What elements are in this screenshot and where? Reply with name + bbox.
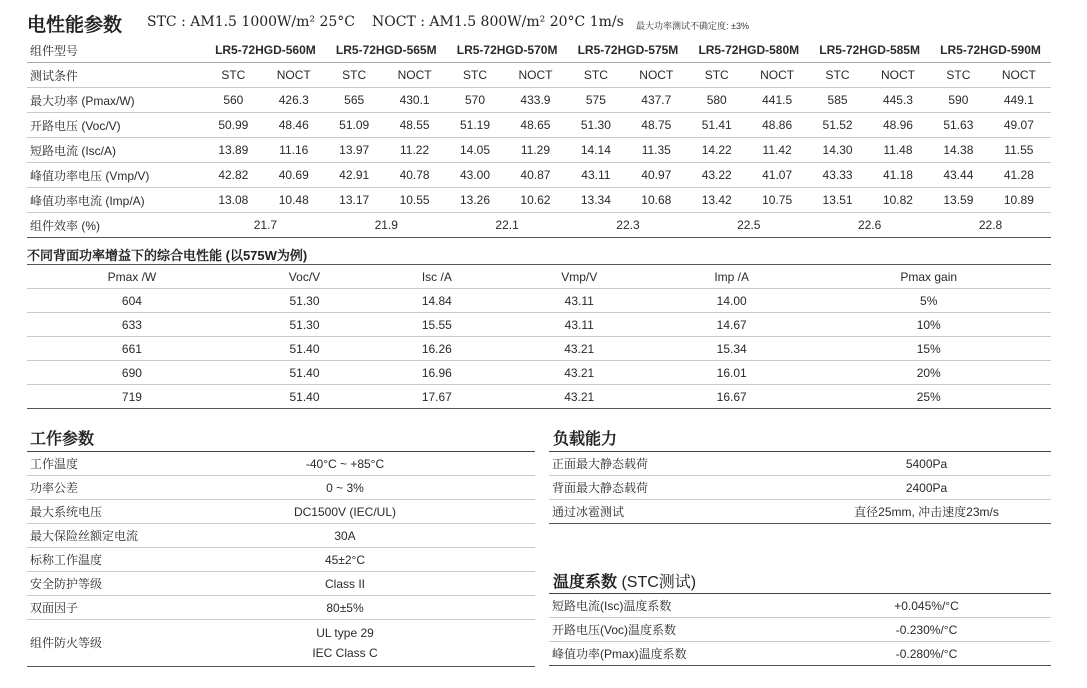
cell-value: 14.00 — [657, 289, 807, 313]
stc-header: STC — [568, 63, 625, 88]
cell-value: 10% — [806, 313, 1051, 337]
cell-value: 10.62 — [503, 188, 567, 213]
cell-value: 10.55 — [383, 188, 447, 213]
cell-value: 15.34 — [657, 337, 807, 361]
model-row — [27, 38, 1051, 63]
row-label: 通过冰雹测试 — [549, 500, 742, 524]
cell-value: 51.30 — [237, 313, 372, 337]
bifacial-header: Vmp/V — [502, 265, 657, 289]
load-row — [549, 476, 1051, 500]
cell-value: 433.9 — [503, 88, 567, 113]
efficiency-value: 21.9 — [326, 213, 447, 238]
cell-value: 10.68 — [624, 188, 688, 213]
bifacial-row — [27, 313, 1051, 337]
noct-header: NOCT — [745, 63, 809, 88]
cell-value: 13.51 — [809, 188, 866, 213]
row-value: 45±2°C — [225, 548, 535, 572]
cell-value: 575 — [568, 88, 625, 113]
cell-value: 16.67 — [657, 385, 807, 409]
cell-value: 40.97 — [624, 163, 688, 188]
cell-value: 43.21 — [502, 337, 657, 361]
operating-row — [27, 572, 535, 596]
row-value: Class II — [225, 572, 535, 596]
model-name: LR5-72HGD-565M — [326, 38, 447, 63]
fire-rating-value — [225, 620, 535, 667]
cell-value: 11.55 — [987, 138, 1051, 163]
electrical-row — [27, 163, 1051, 188]
row-value: -0.230%/°C — [742, 618, 1051, 642]
condition-label: 测试条件 — [27, 63, 205, 88]
cell-value: 16.96 — [372, 361, 501, 385]
row-value: 5400Pa — [742, 452, 1051, 476]
cell-value: 719 — [27, 385, 237, 409]
cell-value: 48.86 — [745, 113, 809, 138]
cell-value: 51.52 — [809, 113, 866, 138]
cell-value: 13.26 — [447, 188, 504, 213]
cell-value: 40.69 — [262, 163, 326, 188]
row-label: 工作温度 — [27, 452, 225, 476]
bifacial-row — [27, 361, 1051, 385]
bifacial-title: 不同背面功率增益下的综合电性能 (以575W为例) — [27, 248, 308, 263]
cell-value: 580 — [688, 88, 745, 113]
temperature-subtitle: (STC测试) — [621, 574, 697, 591]
cell-value: 15% — [806, 337, 1051, 361]
cell-value: 565 — [326, 88, 383, 113]
cell-value: 10.82 — [866, 188, 930, 213]
operating-row — [27, 476, 535, 500]
cell-value: 51.30 — [568, 113, 625, 138]
bifacial-header: Pmax /W — [27, 265, 237, 289]
bifacial-row — [27, 385, 1051, 409]
electrical-row — [27, 88, 1051, 113]
bifacial-header: Voc/V — [237, 265, 372, 289]
cell-value: 11.16 — [262, 138, 326, 163]
cell-value: 51.40 — [237, 385, 372, 409]
operating-row — [27, 596, 535, 620]
temperature-row — [549, 642, 1051, 666]
cell-value: 43.33 — [809, 163, 866, 188]
row-value: -40°C ~ +85°C — [225, 452, 535, 476]
cell-value: 48.46 — [262, 113, 326, 138]
bifacial-table — [27, 264, 1051, 409]
cell-value: 570 — [447, 88, 504, 113]
cell-value: 43.22 — [688, 163, 745, 188]
bifacial-header-row — [27, 265, 1051, 289]
operating-row — [27, 548, 535, 572]
spec-header — [27, 8, 1051, 34]
stc-conditions: STC : AM1.5 1000W/m² 25°C — [147, 14, 356, 30]
row-value: 2400Pa — [742, 476, 1051, 500]
cell-value: 560 — [205, 88, 262, 113]
bifacial-header: Pmax gain — [806, 265, 1051, 289]
fire-rating-iec: IEC Class C — [312, 646, 378, 660]
cell-value: 14.84 — [372, 289, 501, 313]
row-label: 最大系统电压 — [27, 500, 225, 524]
cell-value: 437.7 — [624, 88, 688, 113]
noct-header: NOCT — [262, 63, 326, 88]
row-value: +0.045%/°C — [742, 594, 1051, 618]
electrical-row — [27, 188, 1051, 213]
condition-row — [27, 63, 1051, 88]
operating-table — [27, 451, 535, 667]
cell-value: 40.87 — [503, 163, 567, 188]
bifacial-row — [27, 337, 1051, 361]
cell-value: 51.40 — [237, 337, 372, 361]
model-name: LR5-72HGD-580M — [688, 38, 809, 63]
efficiency-value: 21.7 — [205, 213, 326, 238]
model-label: 组件型号 — [27, 38, 205, 63]
row-value: 0 ~ 3% — [225, 476, 535, 500]
temperature-row — [549, 594, 1051, 618]
cell-value: 11.22 — [383, 138, 447, 163]
load-title: 负载能力 — [553, 431, 618, 448]
cell-value: 14.30 — [809, 138, 866, 163]
cell-value: 43.44 — [930, 163, 987, 188]
electrical-row — [27, 138, 1051, 163]
noct-header: NOCT — [503, 63, 567, 88]
row-value: -0.280%/°C — [742, 642, 1051, 666]
efficiency-value: 22.5 — [688, 213, 809, 238]
row-label: 功率公差 — [27, 476, 225, 500]
efficiency-value: 22.6 — [809, 213, 930, 238]
row-label: 开路电压 (Voc/V) — [27, 113, 205, 138]
cell-value: 590 — [930, 88, 987, 113]
model-name: LR5-72HGD-590M — [930, 38, 1051, 63]
stc-header: STC — [930, 63, 987, 88]
cell-value: 20% — [806, 361, 1051, 385]
cell-value: 42.91 — [326, 163, 383, 188]
fire-rating-ul: UL type 29 — [316, 626, 374, 640]
efficiency-row — [27, 213, 1051, 238]
electrical-row — [27, 113, 1051, 138]
model-name: LR5-72HGD-560M — [205, 38, 326, 63]
stc-header: STC — [326, 63, 383, 88]
cell-value: 43.00 — [447, 163, 504, 188]
cell-value: 13.34 — [568, 188, 625, 213]
cell-value: 14.05 — [447, 138, 504, 163]
cell-value: 11.48 — [866, 138, 930, 163]
temperature-table — [549, 593, 1051, 666]
cell-value: 43.21 — [502, 385, 657, 409]
operating-row — [27, 500, 535, 524]
cell-value: 42.82 — [205, 163, 262, 188]
cell-value: 5% — [806, 289, 1051, 313]
noct-header: NOCT — [987, 63, 1051, 88]
cell-value: 441.5 — [745, 88, 809, 113]
cell-value: 51.41 — [688, 113, 745, 138]
stc-header: STC — [447, 63, 504, 88]
operating-row — [27, 452, 535, 476]
row-value: 30A — [225, 524, 535, 548]
cell-value: 11.35 — [624, 138, 688, 163]
cell-value: 48.75 — [624, 113, 688, 138]
efficiency-value: 22.8 — [930, 213, 1051, 238]
cell-value: 51.63 — [930, 113, 987, 138]
row-label: 标称工作温度 — [27, 548, 225, 572]
cell-value: 15.55 — [372, 313, 501, 337]
operating-row — [27, 524, 535, 548]
stc-header: STC — [688, 63, 745, 88]
row-label: 双面因子 — [27, 596, 225, 620]
cell-value: 43.11 — [568, 163, 625, 188]
cell-value: 51.19 — [447, 113, 504, 138]
row-value: DC1500V (IEC/UL) — [225, 500, 535, 524]
row-label: 峰值功率电压 (Vmp/V) — [27, 163, 205, 188]
row-label: 最大功率 (Pmax/W) — [27, 88, 205, 113]
temperature-title — [553, 569, 696, 592]
cell-value: 430.1 — [383, 88, 447, 113]
cell-value: 25% — [806, 385, 1051, 409]
cell-value: 10.75 — [745, 188, 809, 213]
bifacial-header: Imp /A — [657, 265, 807, 289]
cell-value: 48.96 — [866, 113, 930, 138]
cell-value: 49.07 — [987, 113, 1051, 138]
cell-value: 16.26 — [372, 337, 501, 361]
cell-value: 13.89 — [205, 138, 262, 163]
row-label: 短路电流(Isc)温度系数 — [549, 594, 742, 618]
cell-value: 40.78 — [383, 163, 447, 188]
cell-value: 48.65 — [503, 113, 567, 138]
uncertainty-note: 最大功率测试不确定度: ±3% — [636, 21, 749, 31]
cell-value: 426.3 — [262, 88, 326, 113]
noct-header: NOCT — [866, 63, 930, 88]
cell-value: 51.09 — [326, 113, 383, 138]
cell-value: 14.67 — [657, 313, 807, 337]
cell-value: 10.48 — [262, 188, 326, 213]
cell-value: 661 — [27, 337, 237, 361]
cell-value: 585 — [809, 88, 866, 113]
row-value: 直径25mm, 冲击速度23m/s — [742, 500, 1051, 524]
cell-value: 11.42 — [745, 138, 809, 163]
row-label: 峰值功率电流 (Imp/A) — [27, 188, 205, 213]
cell-value: 17.67 — [372, 385, 501, 409]
model-name: LR5-72HGD-585M — [809, 38, 930, 63]
temperature-row — [549, 618, 1051, 642]
cell-value: 43.11 — [502, 289, 657, 313]
cell-value: 13.97 — [326, 138, 383, 163]
row-label: 最大保险丝额定电流 — [27, 524, 225, 548]
cell-value: 690 — [27, 361, 237, 385]
noct-header: NOCT — [624, 63, 688, 88]
cell-value: 10.89 — [987, 188, 1051, 213]
stc-header: STC — [809, 63, 866, 88]
cell-value: 16.01 — [657, 361, 807, 385]
temperature-title-text: 温度系数 — [553, 574, 618, 591]
page-title: 电性能参数 — [27, 15, 123, 36]
cell-value: 449.1 — [987, 88, 1051, 113]
cell-value: 14.14 — [568, 138, 625, 163]
cell-value: 445.3 — [866, 88, 930, 113]
cell-value: 41.18 — [866, 163, 930, 188]
noct-conditions: NOCT : AM1.5 800W/m² 20°C 1m/s — [372, 14, 624, 30]
cell-value: 13.17 — [326, 188, 383, 213]
model-name: LR5-72HGD-575M — [568, 38, 689, 63]
cell-value: 633 — [27, 313, 237, 337]
cell-value: 43.21 — [502, 361, 657, 385]
efficiency-value: 22.1 — [447, 213, 568, 238]
fire-rating-row — [27, 620, 535, 667]
load-row — [549, 500, 1051, 524]
stc-header: STC — [205, 63, 262, 88]
load-row — [549, 452, 1051, 476]
load-table — [549, 451, 1051, 524]
efficiency-value: 22.3 — [568, 213, 689, 238]
row-label: 安全防护等级 — [27, 572, 225, 596]
cell-value: 51.40 — [237, 361, 372, 385]
cell-value: 13.08 — [205, 188, 262, 213]
cell-value: 14.22 — [688, 138, 745, 163]
row-label: 开路电压(Voc)温度系数 — [549, 618, 742, 642]
cell-value: 14.38 — [930, 138, 987, 163]
bifacial-header: Isc /A — [372, 265, 501, 289]
cell-value: 11.29 — [503, 138, 567, 163]
row-label: 正面最大静态载荷 — [549, 452, 742, 476]
cell-value: 604 — [27, 289, 237, 313]
row-label: 峰值功率(Pmax)温度系数 — [549, 642, 742, 666]
cell-value: 41.07 — [745, 163, 809, 188]
cell-value: 48.55 — [383, 113, 447, 138]
noct-header: NOCT — [383, 63, 447, 88]
cell-value: 13.42 — [688, 188, 745, 213]
cell-value: 41.28 — [987, 163, 1051, 188]
cell-value: 13.59 — [930, 188, 987, 213]
operating-title: 工作参数 — [30, 431, 95, 448]
fire-rating-label: 组件防火等级 — [27, 620, 225, 667]
cell-value: 50.99 — [205, 113, 262, 138]
row-value: 80±5% — [225, 596, 535, 620]
cell-value: 43.11 — [502, 313, 657, 337]
model-name: LR5-72HGD-570M — [447, 38, 568, 63]
bifacial-row — [27, 289, 1051, 313]
row-label: 背面最大静态载荷 — [549, 476, 742, 500]
efficiency-label: 组件效率 (%) — [27, 213, 205, 238]
row-label: 短路电流 (Isc/A) — [27, 138, 205, 163]
electrical-table — [27, 38, 1051, 238]
cell-value: 51.30 — [237, 289, 372, 313]
